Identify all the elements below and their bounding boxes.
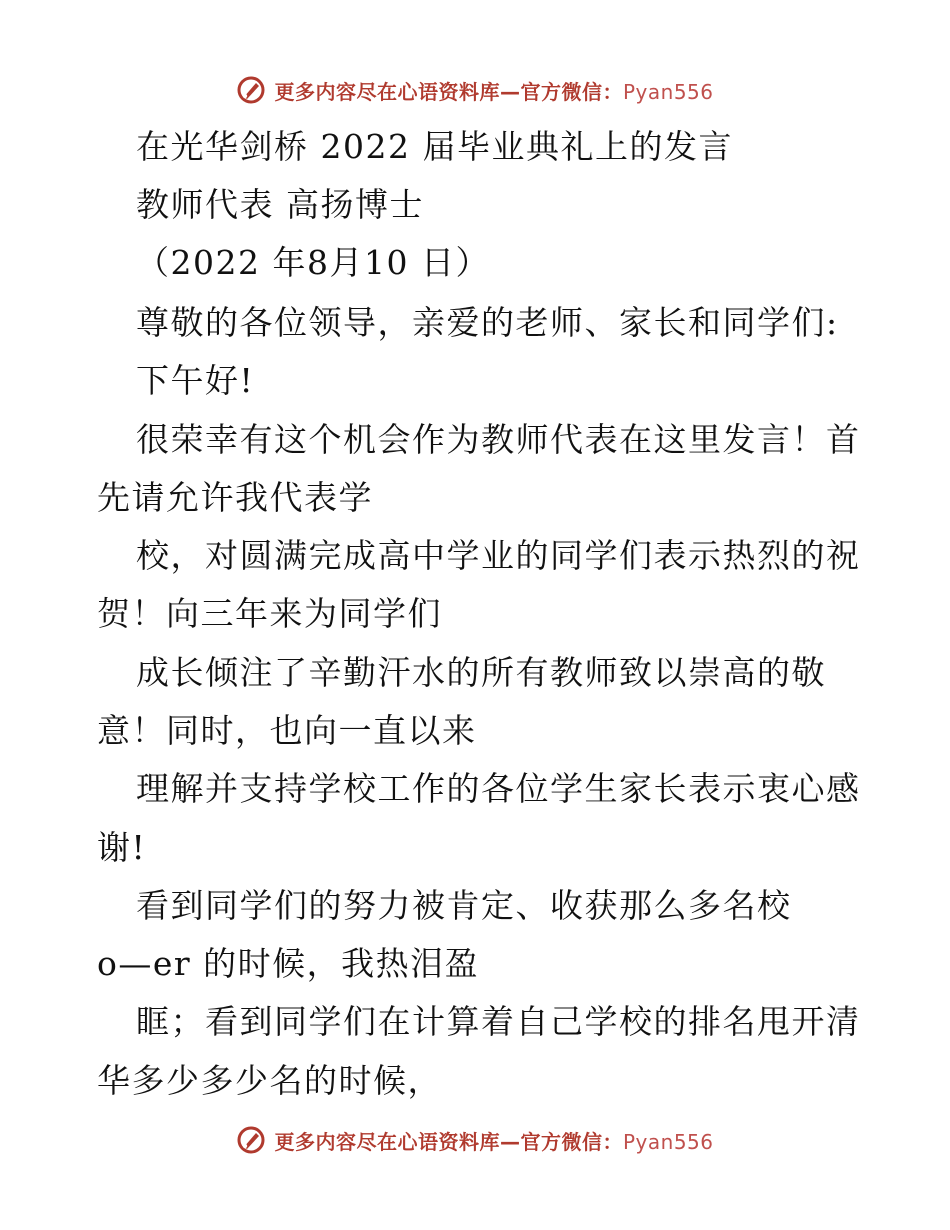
footer-banner-text: 更多内容尽在心语资料库—官方微信：Pyan556 bbox=[274, 1129, 714, 1154]
quill-pen-logo-icon bbox=[236, 75, 266, 105]
speaker-line: 教师代表 高扬博士 bbox=[136, 185, 424, 224]
paragraph-line: o—er 的时候，我热泪盈 bbox=[97, 944, 480, 983]
header-banner bbox=[0, 70, 950, 110]
paragraph-line: 理解并支持学校工作的各位学生家长表示衷心感 bbox=[136, 769, 861, 808]
quill-pen-logo-icon bbox=[236, 1125, 266, 1155]
paragraph-line: 成长倾注了辛勤汗水的所有教师致以崇高的敬 bbox=[136, 653, 826, 692]
paragraph-line: 谢! bbox=[97, 828, 147, 867]
paragraph-line: 尊敬的各位领导，亲爱的老师、家长和同学们: bbox=[136, 303, 839, 342]
paragraph-line: 先请允许我代表学 bbox=[97, 478, 373, 517]
header-banner-text: 更多内容尽在心语资料库—官方微信：Pyan556 bbox=[274, 79, 714, 104]
footer-banner bbox=[0, 1120, 950, 1160]
footer-banner-account: Pyan556 bbox=[622, 1129, 714, 1154]
paragraph-line: 校，对圆满完成高中学业的同学们表示热烈的祝 bbox=[136, 536, 861, 575]
header-banner-account: Pyan556 bbox=[622, 79, 714, 104]
paragraph-line: 看到同学们的努力被肯定、收获那么多名校 bbox=[136, 886, 792, 925]
paragraph-line: 眶；看到同学们在计算着自己学校的排名甩开清 bbox=[136, 1002, 861, 1041]
speech-title: 在光华剑桥 2022 届毕业典礼上的发言 bbox=[136, 127, 733, 166]
paragraph-line: 下午好! bbox=[136, 361, 255, 400]
paragraph-line: 华多少多少名的时候， bbox=[97, 1061, 442, 1100]
paragraph-line: 贺！向三年来为同学们 bbox=[97, 594, 442, 633]
paragraph-line: 很荣幸有这个机会作为教师代表在这里发言！首 bbox=[136, 420, 861, 459]
speech-date: （2022 年8月10 日） bbox=[136, 243, 490, 282]
paragraph-line: 意！同时，也向一直以来 bbox=[97, 711, 477, 750]
